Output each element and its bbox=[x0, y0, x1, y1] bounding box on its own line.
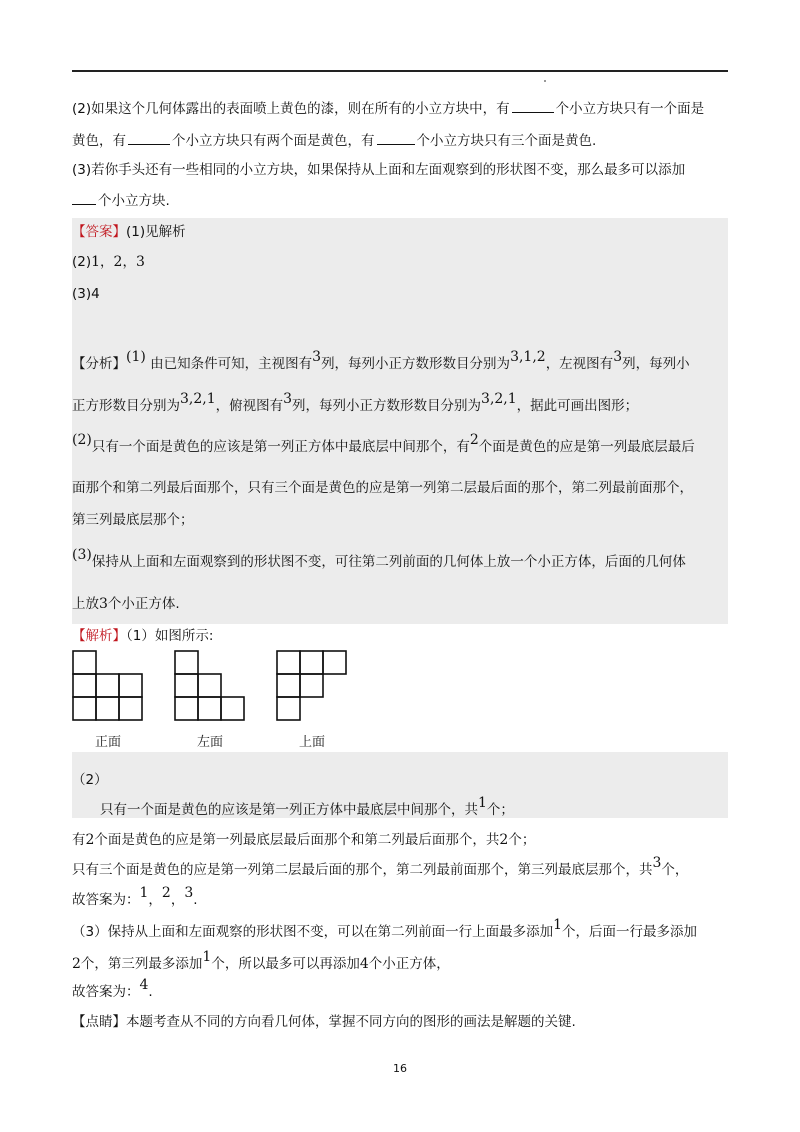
analysis-text: 个面是黄色的应是第一列最底层最后 bbox=[478, 439, 695, 455]
analysis-line-2 bbox=[72, 391, 639, 416]
analysis-text: 上放 bbox=[72, 596, 99, 612]
solution-tag: 【解析】 bbox=[72, 628, 126, 644]
solution-number: 2 bbox=[85, 832, 95, 848]
analysis-text: 由已知条件可知，主视图有 bbox=[150, 356, 313, 372]
solution-number: 1 bbox=[202, 949, 212, 965]
solution-number: 1 bbox=[139, 885, 149, 901]
q2-line-2 bbox=[72, 130, 596, 151]
separator: ， bbox=[170, 892, 185, 908]
solution-text: 个，后面一行最多添加 bbox=[562, 924, 698, 940]
analysis-text: 保持从上面和左面观察到的形状图不变，可往第二列前面的几何体上放一个小正方体，后面的几何体 bbox=[91, 554, 686, 570]
q3-text-b: 个小立方块. bbox=[98, 193, 170, 209]
solution-number: 4 bbox=[359, 956, 369, 972]
solution-text: . bbox=[148, 984, 153, 1000]
solution-text: 个，第三列最多添加 bbox=[80, 956, 203, 972]
analysis-number: 2 bbox=[469, 432, 479, 448]
solution-line-9 bbox=[72, 977, 153, 1002]
solution-line-4 bbox=[72, 830, 535, 850]
solution-number: 4 bbox=[139, 977, 149, 993]
separator: ， bbox=[100, 254, 114, 270]
separator: ， bbox=[148, 892, 162, 908]
q2-text-b: 个小立方块只有一个面是 bbox=[555, 101, 705, 117]
q3-line-1 bbox=[72, 160, 685, 180]
analysis-line-6 bbox=[72, 547, 686, 572]
solution-number: 2 bbox=[161, 885, 171, 901]
solution-number: 2 bbox=[499, 832, 509, 848]
answer-2-prefix: (2) bbox=[72, 254, 92, 270]
solution-line-8 bbox=[72, 949, 450, 974]
answer-1: (1)见解析 bbox=[126, 224, 186, 240]
top-view-label: 上面 bbox=[298, 735, 326, 750]
solution-text: . bbox=[193, 892, 198, 908]
scan-dot bbox=[544, 80, 546, 82]
header-rule bbox=[72, 70, 728, 72]
page-number: 16 bbox=[393, 1062, 407, 1075]
analysis-text: ，俯视图有 bbox=[215, 398, 284, 414]
solution-text: 个； bbox=[508, 832, 536, 848]
answer-2-value-1: 1 bbox=[91, 254, 101, 270]
three-views-drawing bbox=[72, 650, 348, 752]
answer-blank-2 bbox=[128, 130, 170, 145]
solution-text: 有 bbox=[72, 832, 86, 848]
answer-line-1 bbox=[72, 222, 186, 242]
solution-number: 1 bbox=[478, 795, 487, 811]
analysis-text: 正方形数目分别为 bbox=[72, 398, 180, 414]
analysis-line-1 bbox=[72, 349, 690, 374]
q2-text-d: 个小立方块只有两个面是黄色，有 bbox=[172, 133, 375, 149]
separator: ， bbox=[122, 254, 136, 270]
analysis-text: 面那个和第二列最后面那个，只有三个面是黄色的应是第一列第二层最后面的那个，第二列最前面那个， bbox=[72, 480, 693, 496]
analysis-text: 第三列最底层那个； bbox=[72, 512, 194, 528]
front-view-label: 正面 bbox=[94, 735, 122, 750]
q2-line-1 bbox=[72, 98, 704, 119]
analysis-text: 只有一个面是黄色的应该是第一列正方体中最底层中间那个，有 bbox=[91, 439, 470, 455]
analysis-number: 3 bbox=[99, 596, 108, 612]
q3-text-a: (3)若你手头还有一些相同的小立方块，如果保持从上面和左面观察到的形状图不变，那么最多可以添加 bbox=[72, 162, 686, 178]
analysis-number: 3 bbox=[283, 391, 293, 407]
comment-tag: 【点睛】 bbox=[72, 1014, 126, 1030]
analysis-line-3 bbox=[72, 432, 695, 457]
three-views-figure bbox=[72, 650, 348, 752]
q3-line-2 bbox=[72, 190, 170, 211]
top-view bbox=[277, 651, 346, 720]
solution-text: 只有一个面是黄色的应该是第一列正方体中最底层中间那个，共 bbox=[100, 802, 478, 818]
analysis-text: ，据此可画出图形； bbox=[516, 398, 639, 414]
solution-number: 1 bbox=[553, 917, 563, 933]
analysis-text: 列，每列小 bbox=[622, 356, 690, 372]
solution-text: 个小正方体， bbox=[368, 956, 450, 972]
analysis-part-2-number: (2) bbox=[72, 432, 92, 448]
answer-line-3 bbox=[72, 284, 100, 304]
solution-text: 个面是黄色的应是第一列最底层最后面那个和第二列最后面那个，共 bbox=[94, 832, 500, 848]
analysis-tag: 【分析】 bbox=[72, 356, 126, 372]
solution-text: 个； bbox=[486, 802, 514, 818]
comment-text: 本题考查从不同的方向看几何体，掌握不同方向的图形的画法是解题的关键. bbox=[126, 1014, 576, 1030]
left-view bbox=[175, 651, 244, 720]
front-view bbox=[73, 651, 142, 720]
analysis-number: 3,2,1 bbox=[180, 391, 216, 407]
answer-2-value-3: 3 bbox=[135, 254, 145, 270]
solution-text: 故答案为： bbox=[72, 984, 140, 1000]
solution-step-2: （2） bbox=[72, 772, 108, 788]
analysis-number: 3,2,1 bbox=[481, 391, 517, 407]
solution-line-3 bbox=[100, 795, 514, 820]
solution-line-1 bbox=[72, 626, 213, 646]
analysis-line-7 bbox=[72, 594, 180, 614]
answer-blank-4 bbox=[72, 190, 96, 205]
solution-number: 3 bbox=[652, 855, 662, 871]
q2-text-c: 黄色，有 bbox=[72, 133, 126, 149]
analysis-part-1-number: (1) bbox=[126, 349, 146, 365]
solution-text: 个，所以最多可以再添加 bbox=[211, 956, 360, 972]
q2-text-e: 个小立方块只有三个面是黄色. bbox=[416, 133, 597, 149]
solution-number: 3 bbox=[184, 885, 194, 901]
analysis-text: 列，每列小正方数形数目分别为 bbox=[292, 398, 482, 414]
answer-blank-3 bbox=[377, 130, 415, 145]
answer-tag: 【答案】 bbox=[72, 224, 126, 240]
answer-2-value-2: 2 bbox=[113, 254, 123, 270]
solution-text: （3）保持从上面和左面观察的形状图不变，可以在第二列前面一行上面最多添加 bbox=[72, 924, 554, 940]
solution-step-1: （1）如图所示: bbox=[126, 628, 214, 644]
solution-text: 只有三个面是黄色的应是第一列第二层最后面的那个，第二列最前面那个，第三列最底层那个，共 bbox=[72, 862, 653, 878]
solution-line-5 bbox=[72, 855, 689, 880]
answer-blank-1 bbox=[512, 98, 554, 113]
analysis-part-3-number: (3) bbox=[72, 547, 92, 563]
left-view-label: 左面 bbox=[196, 735, 224, 750]
analysis-line-4 bbox=[72, 478, 693, 498]
comment-line bbox=[72, 1012, 576, 1032]
analysis-number: 3,1,2 bbox=[510, 349, 546, 365]
solution-line-2 bbox=[72, 770, 108, 790]
analysis-text: 列，每列小正方数形数目分别为 bbox=[321, 356, 511, 372]
answer-3: (3)4 bbox=[72, 286, 100, 302]
solution-text: 个， bbox=[661, 862, 689, 878]
solution-line-6 bbox=[72, 885, 198, 910]
solution-text: 故答案为： bbox=[72, 892, 140, 908]
answer-line-2 bbox=[72, 252, 145, 272]
solution-line-7 bbox=[72, 917, 698, 942]
analysis-number: 3 bbox=[613, 349, 623, 365]
q2-text-a: (2)如果这个几何体露出的表面喷上黄色的漆，则在所有的小立方块中，有 bbox=[72, 101, 510, 117]
solution-number: 2 bbox=[72, 956, 81, 972]
analysis-text: ，左视图有 bbox=[545, 356, 614, 372]
analysis-text: 个小正方体. bbox=[107, 596, 180, 612]
analysis-number: 3 bbox=[312, 349, 322, 365]
analysis-line-5 bbox=[72, 510, 194, 530]
